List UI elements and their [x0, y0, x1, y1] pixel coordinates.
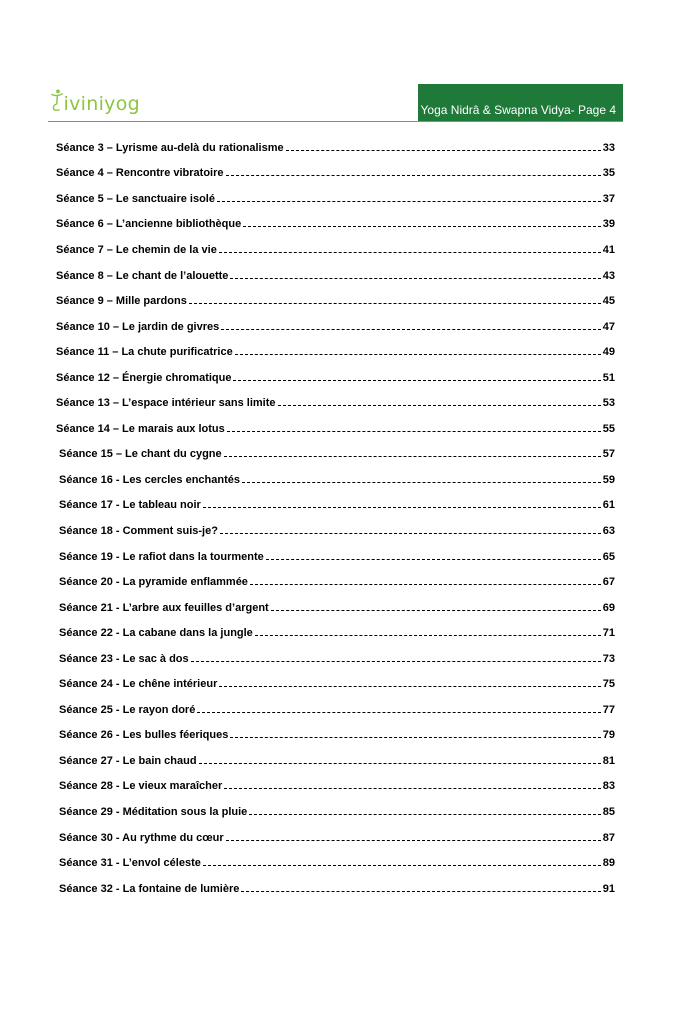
- toc-entry-title: Séance 29 - Méditation sous la pluie: [59, 805, 248, 818]
- toc-entry-page: 33: [602, 141, 615, 154]
- toc-entry[interactable]: [0, 390, 615, 416]
- toc-entry-title: Séance 22 - La cabane dans la jungle: [59, 627, 253, 640]
- toc-entry-title: Séance 30 - Au rythme du cœur: [59, 831, 224, 844]
- toc-entry-page: 59: [602, 473, 615, 486]
- toc-entry-title: Séance 19 - Le rafiot dans la tourmente: [59, 550, 264, 563]
- toc-entry-title: Séance 17 - Le tableau noir: [59, 499, 201, 512]
- toc-entry-title: Séance 4 – Rencontre vibratoire: [56, 167, 224, 180]
- toc-entry-page: 39: [602, 218, 615, 231]
- toc-entry-page: 73: [602, 652, 615, 665]
- toc-dot-leader: [203, 864, 601, 866]
- toc-entry-page: 77: [602, 703, 615, 716]
- table-of-contents: [0, 135, 700, 901]
- toc-entry-page: 47: [602, 320, 615, 333]
- toc-entry-page: 85: [602, 805, 615, 818]
- toc-dot-leader: [241, 890, 600, 892]
- toc-entry-page: 53: [602, 397, 615, 410]
- toc-dot-leader: [250, 583, 601, 585]
- toc-entry-title: Séance 16 - Les cercles enchantés: [59, 473, 240, 486]
- toc-entry-page: 37: [602, 192, 615, 205]
- toc-entry[interactable]: [0, 876, 615, 902]
- toc-entry-title: Séance 6 – L’ancienne bibliothèque: [56, 218, 242, 231]
- toc-dot-leader: [197, 711, 600, 713]
- toc-entry-page: 57: [602, 448, 615, 461]
- toc-entry[interactable]: [0, 493, 615, 519]
- toc-dot-leader: [242, 481, 601, 483]
- toc-entry[interactable]: [0, 544, 615, 570]
- toc-entry-title: Séance 18 - Comment suis-je?: [59, 524, 218, 537]
- toc-entry[interactable]: [0, 416, 615, 442]
- toc-entry[interactable]: [0, 442, 615, 468]
- toc-dot-leader: [219, 251, 601, 253]
- toc-dot-leader: [217, 200, 601, 202]
- toc-dot-leader: [233, 379, 600, 381]
- toc-entry-page: 45: [602, 295, 615, 308]
- header-title: Yoga Nidrâ & Swapna Vidya- Page 4: [420, 103, 616, 117]
- toc-entry-title: Séance 7 – Le chemin de la vie: [56, 243, 217, 256]
- toc-entry-title: Séance 20 - La pyramide enflammée: [59, 576, 248, 589]
- toc-entry[interactable]: [0, 723, 615, 749]
- toc-entry[interactable]: [0, 595, 615, 621]
- toc-entry-page: 69: [602, 601, 615, 614]
- toc-entry-title: Séance 3 – Lyrisme au-delà du rationalisme: [56, 141, 284, 154]
- toc-entry[interactable]: [0, 671, 615, 697]
- toc-entry-title: Séance 31 - L’envol céleste: [59, 857, 201, 870]
- toc-entry[interactable]: [0, 620, 615, 646]
- yoga-figure-icon: [50, 82, 64, 118]
- toc-entry[interactable]: [0, 518, 615, 544]
- viniyog-logo: [50, 78, 140, 118]
- toc-entry[interactable]: [0, 748, 615, 774]
- toc-entry-page: 81: [602, 754, 615, 767]
- toc-dot-leader: [230, 277, 600, 279]
- header-divider: [48, 121, 623, 122]
- toc-entry-title: Séance 8 – Le chant de l’alouette: [56, 269, 229, 282]
- toc-entry-page: 61: [602, 499, 615, 512]
- toc-entry[interactable]: [0, 288, 615, 314]
- toc-dot-leader: [266, 558, 601, 560]
- toc-entry-title: Séance 12 – Énergie chromatique: [56, 371, 232, 384]
- toc-entry-title: Séance 26 - Les bulles féeriques: [59, 729, 229, 742]
- toc-dot-leader: [199, 762, 601, 764]
- toc-dot-leader: [220, 532, 601, 534]
- toc-entry-page: 89: [602, 857, 615, 870]
- toc-entry-page: 41: [602, 243, 615, 256]
- toc-dot-leader: [189, 302, 601, 304]
- toc-entry-page: 91: [602, 882, 615, 895]
- toc-dot-leader: [224, 787, 600, 789]
- toc-entry-title: Séance 28 - Le vieux maraîcher: [59, 780, 223, 793]
- toc-entry[interactable]: [0, 774, 615, 800]
- toc-entry-title: Séance 24 - Le chêne intérieur: [59, 678, 218, 691]
- page-header: [0, 0, 700, 125]
- toc-dot-leader: [271, 609, 601, 611]
- toc-entry-page: 75: [602, 678, 615, 691]
- toc-dot-leader: [226, 839, 601, 841]
- toc-dot-leader: [249, 813, 600, 815]
- toc-entry-title: Séance 11 – La chute purificatrice: [56, 346, 233, 359]
- toc-entry[interactable]: [0, 237, 615, 263]
- toc-entry[interactable]: [0, 212, 615, 238]
- toc-entry-title: Séance 14 – Le marais aux lotus: [56, 422, 225, 435]
- toc-dot-leader: [203, 506, 601, 508]
- toc-entry-title: Séance 23 - Le sac à dos: [59, 652, 189, 665]
- toc-dot-leader: [226, 174, 601, 176]
- toc-dot-leader: [243, 225, 601, 227]
- toc-entry-title: Séance 13 – L’espace intérieur sans limite: [56, 397, 276, 410]
- toc-dot-leader: [235, 353, 601, 355]
- toc-entry-page: 83: [602, 780, 615, 793]
- toc-dot-leader: [278, 404, 601, 406]
- toc-entry[interactable]: [0, 365, 615, 391]
- toc-entry[interactable]: [0, 799, 615, 825]
- toc-entry[interactable]: [0, 263, 615, 289]
- toc-entry-title: Séance 9 – Mille pardons: [56, 295, 187, 308]
- toc-entry-title: Séance 21 - L’arbre aux feuilles d’argent: [59, 601, 269, 614]
- toc-entry-page: 79: [602, 729, 615, 742]
- toc-entry[interactable]: [0, 135, 615, 161]
- toc-entry-page: 51: [602, 371, 615, 384]
- toc-entry-title: Séance 15 – Le chant du cygne: [59, 448, 222, 461]
- toc-entry-page: 55: [602, 422, 615, 435]
- toc-entry-page: 67: [602, 576, 615, 589]
- toc-entry-page: 63: [602, 524, 615, 537]
- toc-entry[interactable]: [0, 850, 615, 876]
- header-title-box: [418, 84, 623, 122]
- toc-entry-title: Séance 5 – Le sanctuaire isolé: [56, 192, 215, 205]
- toc-entry[interactable]: [0, 314, 615, 340]
- toc-dot-leader: [286, 149, 601, 151]
- toc-entry-page: 35: [602, 167, 615, 180]
- toc-dot-leader: [224, 455, 601, 457]
- toc-entry[interactable]: [0, 697, 615, 723]
- logo-text: iviniyog: [63, 93, 140, 115]
- toc-entry[interactable]: [0, 569, 615, 595]
- toc-dot-leader: [221, 328, 601, 330]
- toc-entry-title: Séance 25 - Le rayon doré: [59, 703, 196, 716]
- toc-dot-leader: [227, 430, 601, 432]
- toc-dot-leader: [230, 736, 600, 738]
- toc-dot-leader: [255, 634, 601, 636]
- toc-entry[interactable]: [0, 339, 615, 365]
- toc-entry-page: 49: [602, 346, 615, 359]
- toc-entry[interactable]: [0, 161, 615, 187]
- toc-entry-page: 65: [602, 550, 615, 563]
- toc-entry-page: 43: [602, 269, 615, 282]
- toc-entry-title: Séance 27 - Le bain chaud: [59, 754, 197, 767]
- toc-dot-leader: [191, 660, 601, 662]
- toc-entry-title: Séance 32 - La fontaine de lumière: [59, 882, 240, 895]
- toc-entry-page: 71: [602, 627, 615, 640]
- toc-entry-page: 87: [602, 831, 615, 844]
- toc-dot-leader: [219, 685, 600, 687]
- toc-entry[interactable]: [0, 467, 615, 493]
- toc-entry[interactable]: [0, 186, 615, 212]
- toc-entry[interactable]: [0, 825, 615, 851]
- toc-entry-title: Séance 10 – Le jardin de givres: [56, 320, 220, 333]
- toc-entry[interactable]: [0, 646, 615, 672]
